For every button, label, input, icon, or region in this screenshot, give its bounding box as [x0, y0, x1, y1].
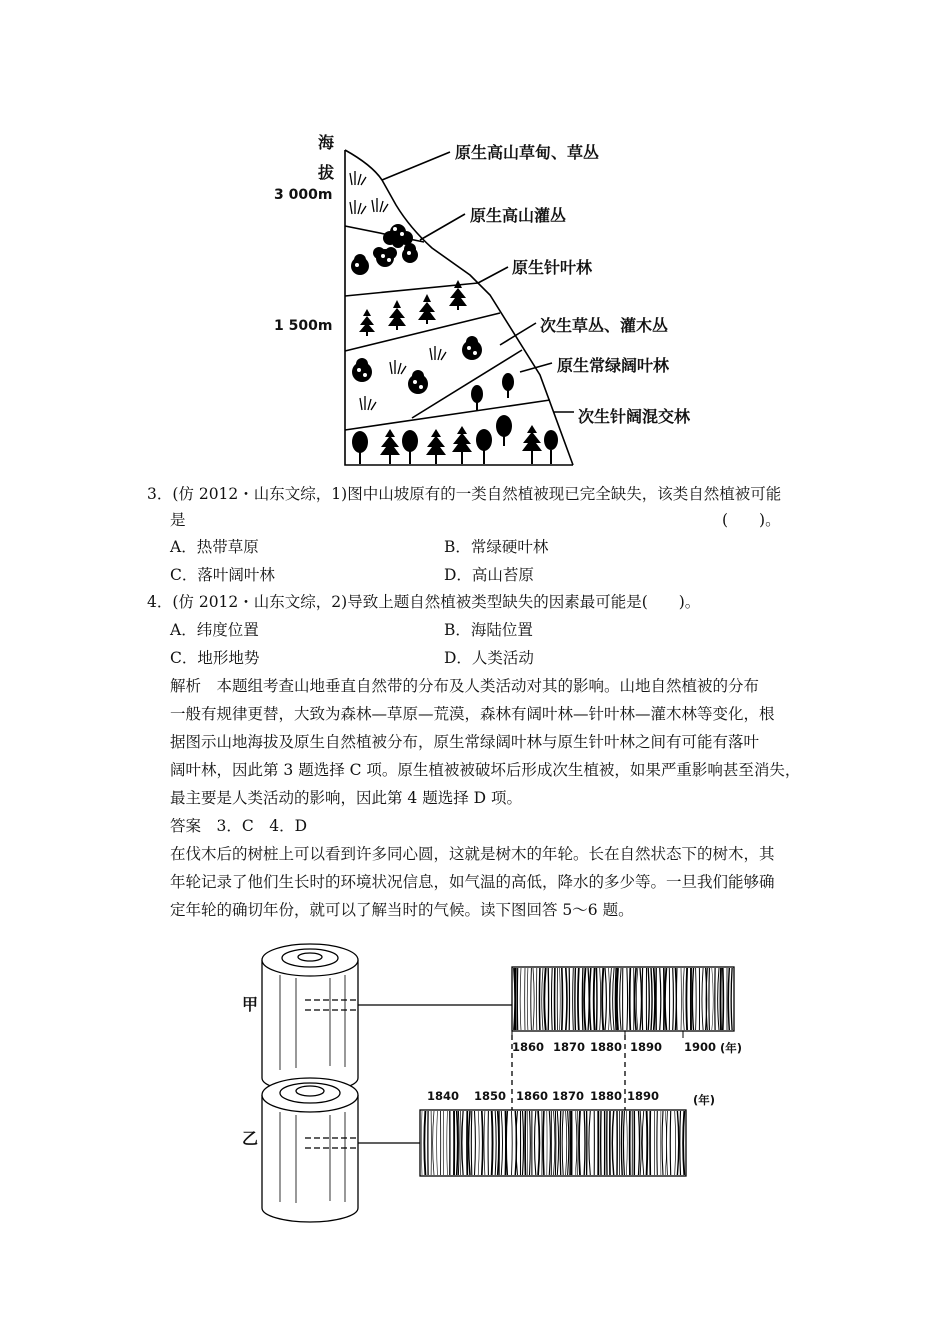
axis-label-ba: 拔 [318, 163, 335, 182]
zone-label-alpine-meadow: 原生高山草甸、草丛 [455, 143, 600, 162]
tree-ring-line [621, 1111, 622, 1175]
yi-unit: (年) [693, 1093, 716, 1107]
analysis-line: 最主要是人类活动的影响，因此第 4 题选择 D 项。 [170, 789, 522, 807]
q4-option-a[interactable]: A．纬度位置 [170, 621, 259, 639]
tree-ring-line [578, 968, 579, 1030]
analysis-line: 解析 本题组考查山地垂直自然带的分布及人类活动对其的影响。山地自然植被的分布 [170, 677, 760, 695]
q3-answer-bracket: ( )。 [722, 511, 781, 529]
yi-year-tick: 1840 [427, 1089, 460, 1103]
tree-ring-line [575, 968, 576, 1030]
tree-ring-line [676, 968, 677, 1030]
q3-option-a[interactable]: A．热带草原 [170, 538, 259, 556]
tree-ring-line [471, 1111, 472, 1175]
tree-ring-line [560, 1111, 561, 1175]
q4-option-c[interactable]: C．地形地势 [170, 649, 260, 667]
jia-year-tick: 1870 [553, 1040, 586, 1054]
tree-ring-line [562, 968, 563, 1030]
yi-year-tick: 1870 [552, 1089, 585, 1103]
tree-ring-line [630, 968, 631, 1030]
q4-stem: 4．(仿 2012・山东文综，2)导致上题自然植被类型缺失的因素最可能是( )。 [147, 593, 701, 611]
intro-line: 在伐木后的树桩上可以看到许多同心圆，这就是树木的年轮。长在自然状态下的树木，其 [170, 845, 775, 863]
q3-option-c[interactable]: C．落叶阔叶林 [170, 566, 275, 584]
tree-ring-line [647, 1111, 648, 1175]
tree-ring-line [686, 968, 687, 1030]
zone-label-secondary-shrub: 次生草丛、灌木丛 [540, 316, 669, 335]
q4-option-b[interactable]: B．海陆位置 [444, 621, 533, 639]
tree-ring-line [424, 1111, 425, 1175]
label-yi: 乙 [242, 1129, 259, 1148]
analysis-line: 阔叶林，因此第 3 题选择 C 项。原生植被被破坏后形成次生植被，如果严重影响甚至消失， [170, 761, 801, 779]
jia-year-tick: 1890 [630, 1040, 663, 1054]
q3-option-b[interactable]: B．常绿硬叶林 [444, 538, 549, 556]
label-jia: 甲 [242, 995, 259, 1014]
tree-ring-line [543, 1111, 544, 1175]
yi-year-tick: 1880 [590, 1089, 623, 1103]
tick-3000m: 3 000m [274, 187, 333, 203]
jia-year-tick: 1880 [590, 1040, 623, 1054]
tree-ring-line [492, 1111, 493, 1175]
tick-1500m: 1 500m [274, 318, 333, 334]
yi-year-tick: 1890 [627, 1089, 660, 1103]
zone-label-mixed-forest: 次生针阔混交林 [578, 407, 691, 426]
q3-stem-cont: 是 [170, 511, 186, 529]
jia-unit: (年) [720, 1041, 743, 1055]
jia-year-tick: 1900 [684, 1040, 717, 1054]
axis-label-hai: 海 [318, 133, 335, 152]
zone-label-alpine-shrub: 原生高山灌丛 [470, 206, 567, 225]
tree-ring-line [482, 1111, 483, 1175]
tree-ring-line [723, 968, 724, 1030]
tree-ring-line [579, 1111, 580, 1175]
tree-ring-line [594, 968, 595, 1030]
intro-line: 年轮记录了他们生长时的环境状况信息，如气温的高低，降水的多少等。一旦我们能够确 [170, 873, 775, 891]
yi-year-tick: 1860 [516, 1089, 549, 1103]
yi-year-tick: 1850 [474, 1089, 507, 1103]
tree-ring-line [582, 968, 583, 1030]
zone-label-coniferous: 原生针叶林 [512, 258, 593, 277]
tree-ring-line [721, 968, 722, 1030]
jia-year-tick: 1860 [512, 1040, 545, 1054]
analysis-line: 据图示山地海拔及原生自然植被分布，原生常绿阔叶林与原生针叶林之间有可能有落叶 [170, 733, 760, 751]
q4-option-d[interactable]: D．人类活动 [444, 649, 534, 667]
answer-line: 答案 3．C 4．D [170, 817, 308, 835]
q3-stem: 3．(仿 2012・山东文综，1)图中山坡原有的一类自然植被现已完全缺失，该类自然植被可能 [147, 485, 782, 503]
q3-option-d[interactable]: D．高山苔原 [444, 566, 534, 584]
analysis-line: 一般有规律更替，大致为森林—草原—荒漠，森林有阔叶林—针叶林—灌木林等变化，根 [170, 705, 775, 723]
intro-line: 定年轮的确切年份，就可以了解当时的气候。读下图回答 5～6 题。 [170, 901, 634, 919]
tree-ring-line [642, 968, 643, 1030]
zone-label-evergreen-broadleaf: 原生常绿阔叶林 [557, 356, 670, 375]
